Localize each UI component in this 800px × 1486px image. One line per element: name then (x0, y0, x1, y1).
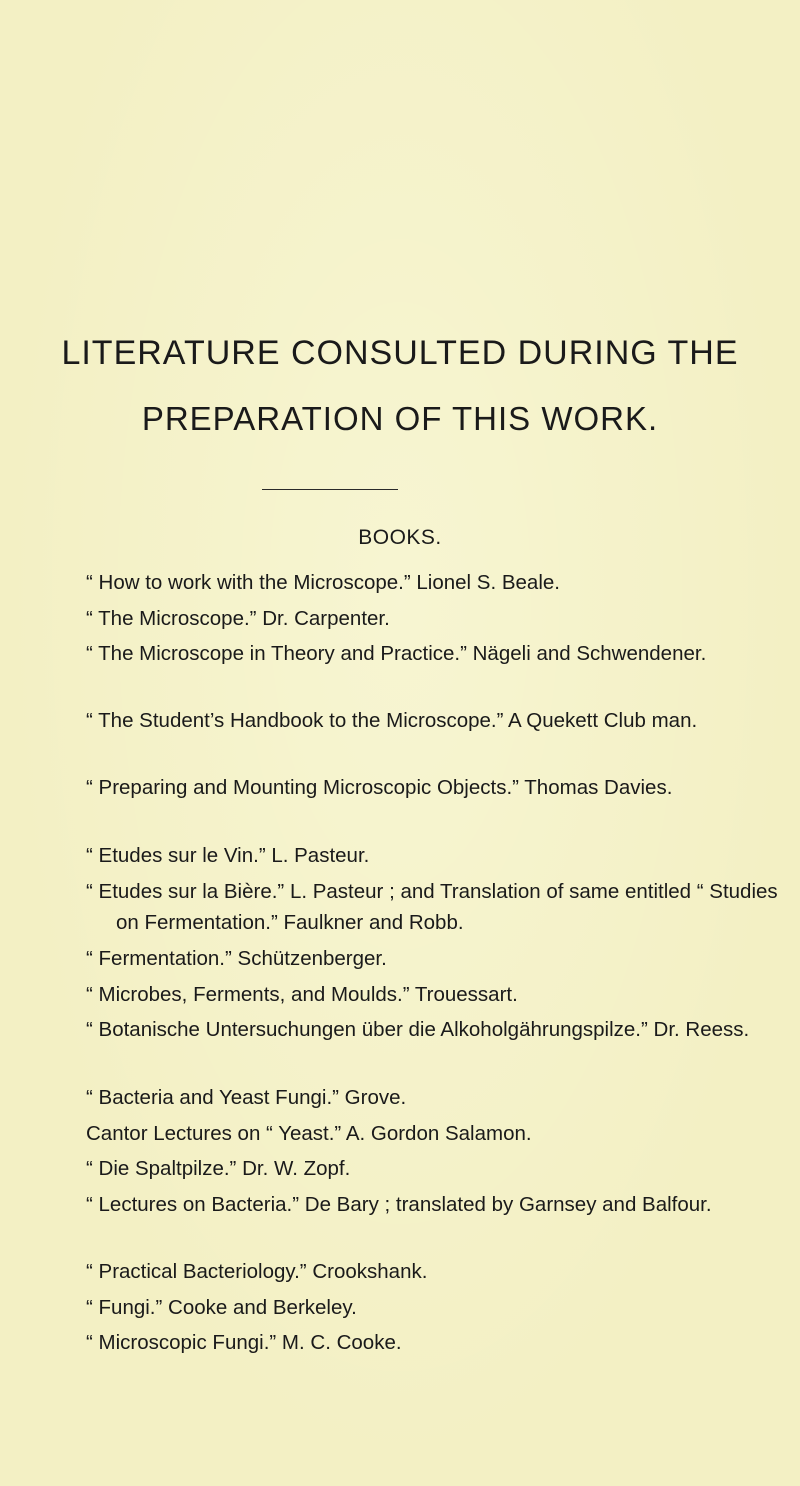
bibliography-entry: “ The Microscope.” Dr. Carpenter. (86, 607, 390, 630)
bibliography-entry: “ How to work with the Microscope.” Lionel S. Beale. (86, 571, 560, 594)
bibliography-entry: “ Die Spaltpilze.” Dr. W. Zopf. (86, 1157, 351, 1180)
bibliography-entry: “ The Student’s Handbook to the Microscope.” A Quekett Club man. (86, 709, 698, 732)
bibliography-entry: “ Fermentation.” Schützenberger. (86, 947, 387, 970)
section-heading-books: BOOKS. (358, 526, 442, 549)
bibliography-entry: “ Botanische Untersuchungen über die Alkoholgährungspilze.” Dr. Reess. (86, 1018, 750, 1041)
bibliography-entry: “ The Microscope in Theory and Practice.” Nägeli and Schwendener. (86, 642, 707, 665)
bibliography-entry: “ Practical Bacteriology.” Crookshank. (86, 1260, 428, 1283)
bibliography-entry: “ Fungi.” Cooke and Berkeley. (86, 1296, 357, 1319)
bibliography-entry: “ Etudes sur le Vin.” L. Pasteur. (86, 844, 370, 867)
bibliography-entry: “ Bacteria and Yeast Fungi.” Grove. (86, 1086, 407, 1109)
bibliography-entry: “ Lectures on Bacteria.” De Bary ; translated by Garnsey and Balfour. (86, 1193, 712, 1216)
page-title-line-2: PREPARATION OF THIS WORK. (141, 400, 659, 437)
bibliography-entry: Cantor Lectures on “ Yeast.” A. Gordon Salamon. (86, 1122, 532, 1145)
title-divider (262, 489, 398, 490)
bibliography-entry: “ Preparing and Mounting Microscopic Objects.” Thomas Davies. (86, 776, 673, 799)
bibliography-entry: “ Etudes sur la Bière.” L. Pasteur ; and Translation of same entitled “ Studies on Fermentation.” Faulkner and Robb. (86, 880, 778, 934)
bibliography-entry: “ Microscopic Fungi.” M. C. Cooke. (86, 1331, 402, 1354)
page-title-line-1: LITERATURE CONSULTED DURING THE (61, 334, 739, 372)
bibliography-entry: “ Microbes, Ferments, and Moulds.” Trouessart. (86, 983, 518, 1006)
